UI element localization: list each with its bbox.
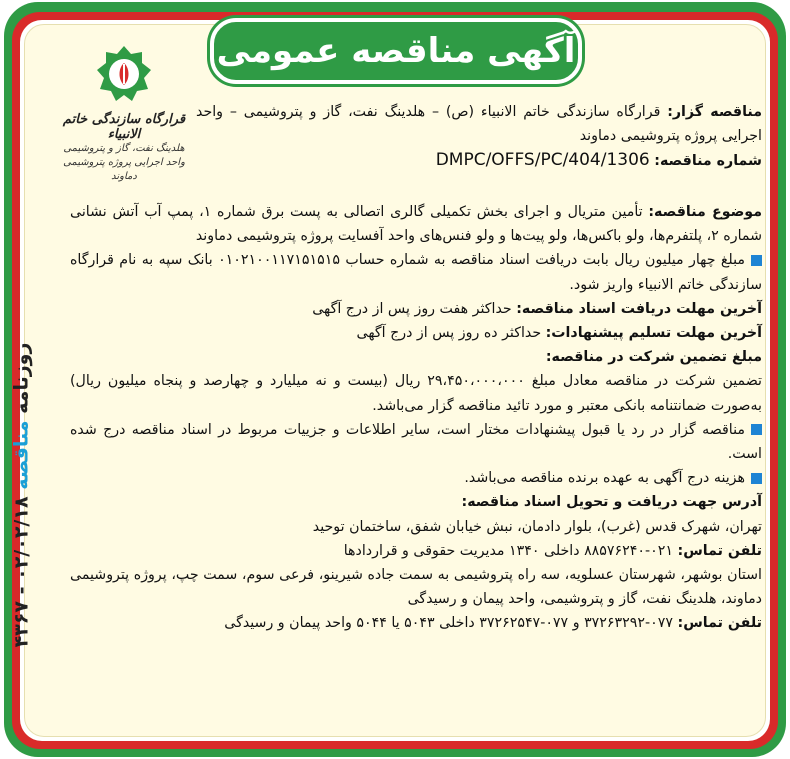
- logo-line-1: هلدینگ نفت، گاز و پتروشیمی: [63, 143, 185, 154]
- cost-note: [70, 466, 762, 490]
- bullet-square-icon: [751, 424, 762, 435]
- deadline-bids-text: حداکثر ده روز پس از درج آگهی: [356, 325, 542, 342]
- side-note-brand: مناقصه: [10, 420, 33, 490]
- phone-tehran-label: تلفن تماس:: [677, 542, 762, 559]
- deadline-docs-line: [70, 297, 762, 321]
- subject-line: [70, 200, 762, 248]
- deadline-docs-label: آخرین مهلت دریافت اسناد مناقصه:: [516, 300, 762, 317]
- fee-note: [70, 248, 762, 296]
- logo-line-2: واحد اجرایی پروژه پتروشیمی دماوند: [63, 157, 185, 182]
- tender-number-line: [196, 148, 762, 173]
- guarantee-text: تضمین شرکت در مناقصه معادل مبلغ ۲۹،۴۵۰،۰۰۰،۰۰۰ ریال (بیست و نه میلیارد و چهارصد و پنجاه میلیون ریال) به‌صورت ضمانتنامه بانکی معتبر و مورد تائید مناقصه گزار می‌باشد.: [70, 373, 762, 414]
- deadline-bids-label: آخرین مهلت تسلیم پیشنهادات:: [545, 325, 762, 342]
- side-note-issue: ۰۲/۰۲/۱۸ - ۴۳۶۷: [10, 496, 33, 648]
- tenderer-text: قرارگاه سازندگی خاتم الانبیاء (ص) – هلدینگ نفت، گاز و پتروشیمی – واحد اجرایی پروژه پتروشیمی دماوند: [196, 104, 762, 145]
- notice-body: [70, 200, 762, 636]
- deadline-docs-text: حداکثر هفت روز پس از درج آگهی: [312, 300, 512, 317]
- tenderer-line: [196, 100, 762, 148]
- bullet-square-icon: [751, 473, 762, 484]
- notice-header-block: [196, 100, 762, 174]
- phone-tehran-text: ۰۲۱-۸۸۵۷۶۲۴۰ داخلی ۱۳۴۰ مدیریت حقوقی و قراردادها: [343, 542, 674, 559]
- side-note: [3, 340, 39, 650]
- fee-note-text: مبلغ چهار میلیون ریال بابت دریافت اسناد مناقصه به شماره حساب ۰۱۰۲۱۰۰۱۱۷۱۵۱۵۱۵ بانک سپه به نام قرارگاه سازندگی خاتم الانبیاء واریز شود.: [70, 252, 762, 293]
- logo: [62, 44, 186, 189]
- rights-note-text: مناقصه گزار در رد یا قبول پیشنهادات مختار است، سایر اطلاعات و جزییات مربوط در اسناد مناقصه درج شده است.: [70, 421, 762, 463]
- phone-bushehr-text: ۰۷۷-۳۷۲۶۳۲۹۲ و ۰۷۷-۳۷۲۶۲۵۴۷ داخلی ۵۰۴۳ یا ۵۰۴۴ واحد پیمان و رسیدگی: [224, 615, 674, 632]
- tender-number-label: شماره مناقصه:: [654, 153, 762, 170]
- subject-text: تأمین متریال و اجرای بخش تکمیلی گالری اتصالی به پست برق شماره ۱، پمپ آب آتش نشانی شماره ۲، پلتفرم‌ها، ولو باکس‌ها، ولو پیت‌ها و ولو فنس‌های واحد آفسایت پروژه پتروشیمی دماوند: [70, 204, 762, 245]
- bullet-square-icon: [751, 255, 762, 266]
- deadline-bids-line: [70, 321, 762, 345]
- subject-label: موضوع مناقصه:: [648, 204, 762, 220]
- tender-number-value: DMPC/OFFS/PC/404/1306: [435, 150, 650, 171]
- address-tehran: تهران، شهرک قدس (غرب)، بلوار دادمان، نبش خیابان شفق، ساختمان توحید: [312, 518, 762, 535]
- address-bushehr: استان بوشهر، شهرستان عسلویه، سه راه پتروشیمی به سمت جاده شیرینو، فرعی سوم، سمت چپ، پروژه پتروشیمی دماوند، هلدینگ نفت، گاز و پتروشیمی، واحد پیمان و رسیدگی: [70, 567, 762, 608]
- phone-bushehr-label: تلفن تماس:: [677, 615, 762, 632]
- logo-main-text: قرارگاه سازندگی خاتم الانبیاء: [62, 112, 186, 142]
- page-title: آگهی مناقصه عمومی: [216, 31, 576, 71]
- rights-note: [70, 418, 762, 466]
- iran-emblem-icon: [94, 44, 154, 104]
- cost-note-text: هزینه درج آگهی به عهده برنده مناقصه می‌باشد.: [464, 470, 745, 487]
- title-badge: [210, 18, 582, 84]
- address-heading: آدرس جهت دریافت و تحویل اسناد مناقصه:: [461, 494, 762, 511]
- guarantee-label: مبلغ تضمین شرکت در مناقصه:: [545, 349, 762, 366]
- side-note-paper: روزنامه: [10, 342, 33, 414]
- phone-bushehr-line: [70, 611, 762, 635]
- tenderer-label: مناقصه گزار:: [667, 104, 762, 120]
- phone-tehran-line: [70, 539, 762, 563]
